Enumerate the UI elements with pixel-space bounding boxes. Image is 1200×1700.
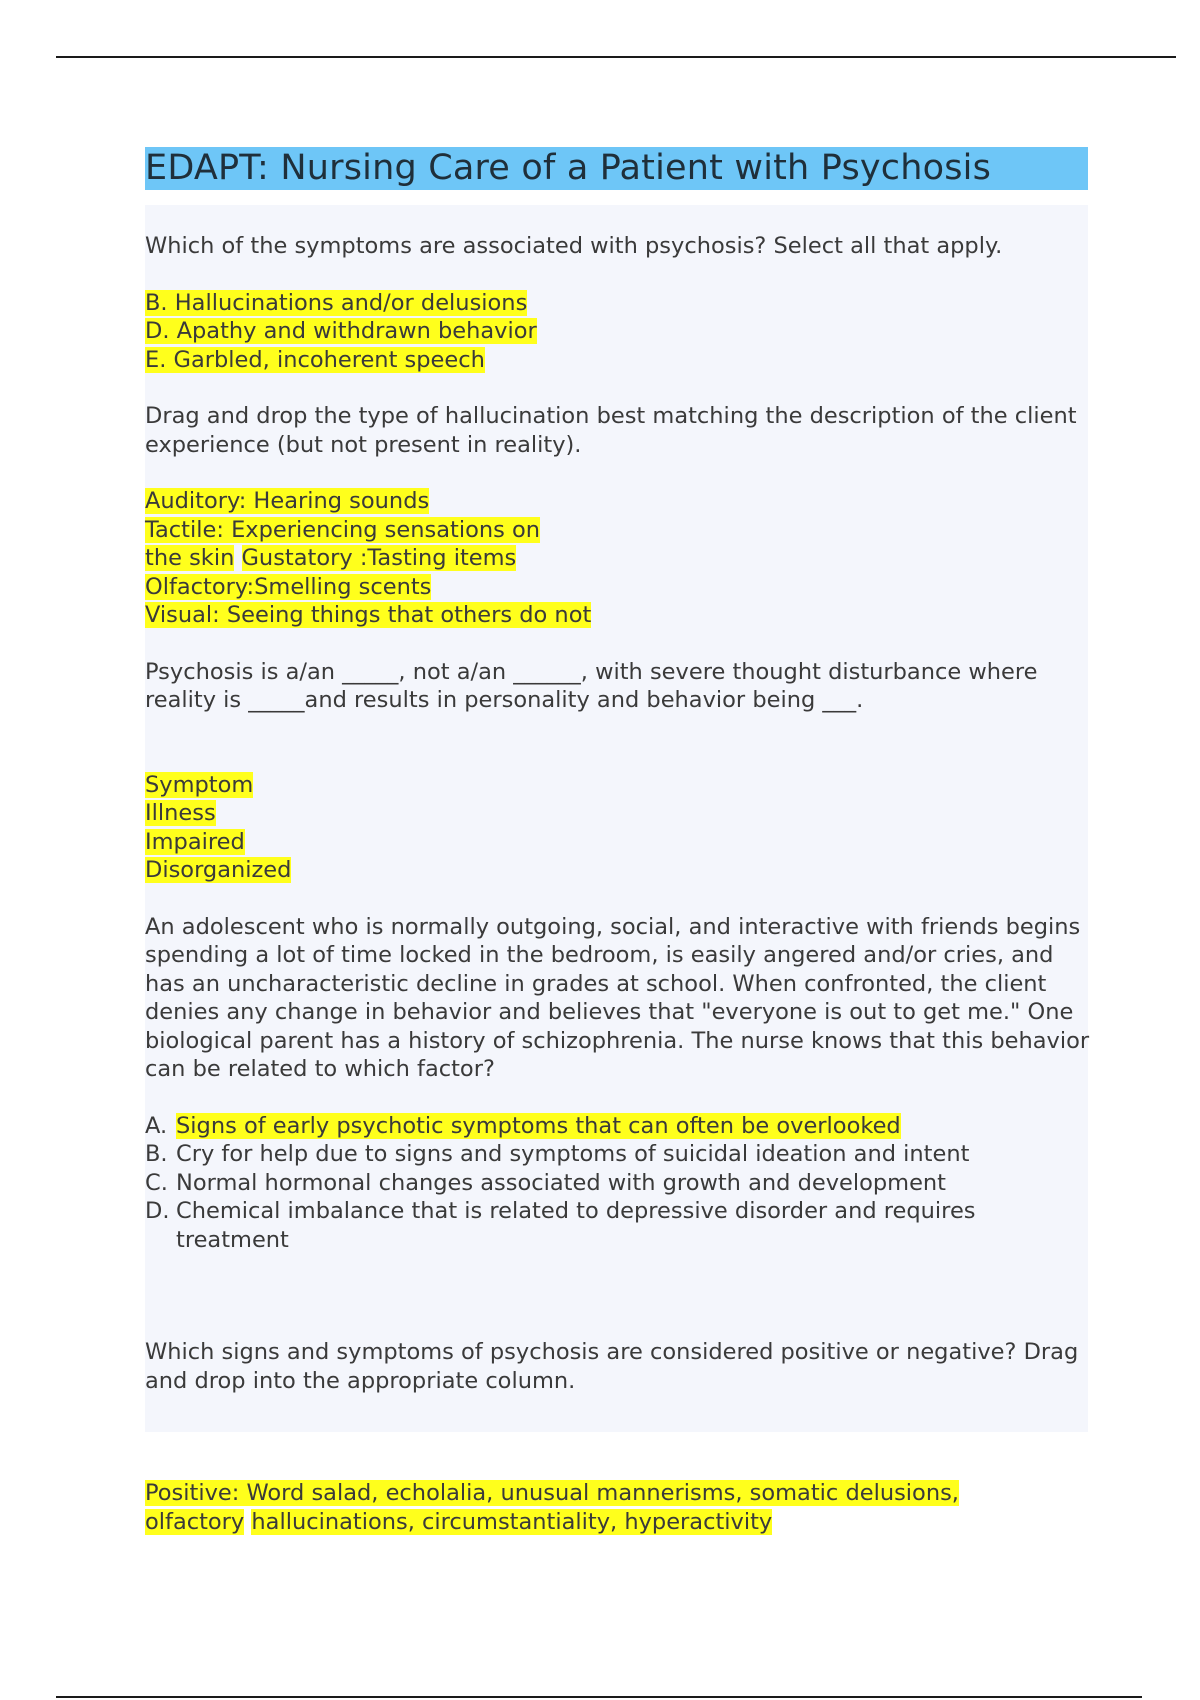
option-letter: A.: [145, 1112, 168, 1139]
option-text: Signs of early psychotic symptoms that can often be overlooked: [176, 1112, 901, 1139]
option-c: [145, 1169, 1070, 1198]
answer-item: B. Hallucinations and/or delusions: [145, 289, 528, 316]
answer-item: Impaired: [145, 828, 245, 855]
option-letter: B.: [145, 1141, 168, 1167]
answer-list-1: [145, 289, 1095, 375]
question-1: Which of the symptoms are associated with psychosis? Select all that apply.: [145, 233, 1003, 259]
answer-item: Olfactory:Smelling scents: [145, 573, 432, 600]
answer-item: hallucinations, circumstantiality, hyperactivity: [251, 1508, 773, 1535]
page-title: EDAPT: Nursing Care of a Patient with Psychosis: [145, 148, 992, 188]
question-5: Which signs and symptoms of psychosis are considered positive or negative? Drag and drop into the appropriate column.: [145, 1339, 1079, 1394]
answer-item: Auditory: Hearing sounds: [145, 488, 430, 514]
answer-list-5: [145, 1479, 1095, 1536]
answer-item: Tactile: Experiencing sensations on: [145, 516, 540, 543]
question-3: Psychosis is a/an _____, not a/an ______, with severe thought disturbance where reality is _____and results in personality and behavior being ___.: [145, 658, 1038, 713]
option-text: Normal hormonal changes associated with growth and development: [176, 1169, 946, 1196]
answer-item: Symptom: [145, 771, 254, 798]
answer-item: Visual: Seeing things that others do not: [145, 602, 592, 628]
answer-item: olfactory: [145, 1508, 245, 1535]
answer-item: Positive: Word salad, echolalia, unusual mannerisms, somatic delusions,: [145, 1480, 959, 1506]
answer-list-3: [145, 771, 1095, 885]
question-4: An adolescent who is normally outgoing, social, and interactive with friends begins spending a lot of time locked in the bedroom, is easily angered and/or cries, and has an uncharacteristic decline in grades at school. When confronted, the client denies any change in behavior and believes that "everyone is out to get me." One biological parent has a history of schizophrenia. The nurse knows that this behavior can be related to which factor?: [145, 913, 1090, 1082]
document-body: [145, 232, 1095, 1536]
answer-item: the skin: [145, 545, 235, 571]
option-text: Chemical imbalance that is related to depressive disorder and requires treatment: [176, 1198, 976, 1253]
option-letter: D.: [145, 1198, 170, 1224]
top-rule: [56, 56, 1176, 58]
bottom-rule: [56, 1696, 1142, 1698]
option-d: [145, 1197, 1070, 1254]
question-2: Drag and drop the type of hallucination best matching the description of the client experience (but not present in reality).: [145, 403, 1077, 458]
option-a: [145, 1112, 1070, 1141]
option-text: Cry for help due to signs and symptoms of suicidal ideation and intent: [176, 1141, 970, 1167]
option-b: [145, 1140, 1070, 1169]
answer-item: D. Apathy and withdrawn behavior: [145, 318, 537, 344]
answer-item: Illness: [145, 800, 216, 826]
answer-item: Disorganized: [145, 857, 292, 883]
answer-item: Gustatory :Tasting items: [241, 545, 517, 571]
option-list-4: [145, 1112, 1070, 1255]
answer-item: E. Garbled, incoherent speech: [145, 346, 485, 373]
option-letter: C.: [145, 1169, 168, 1196]
answer-list-2: [145, 487, 1095, 630]
